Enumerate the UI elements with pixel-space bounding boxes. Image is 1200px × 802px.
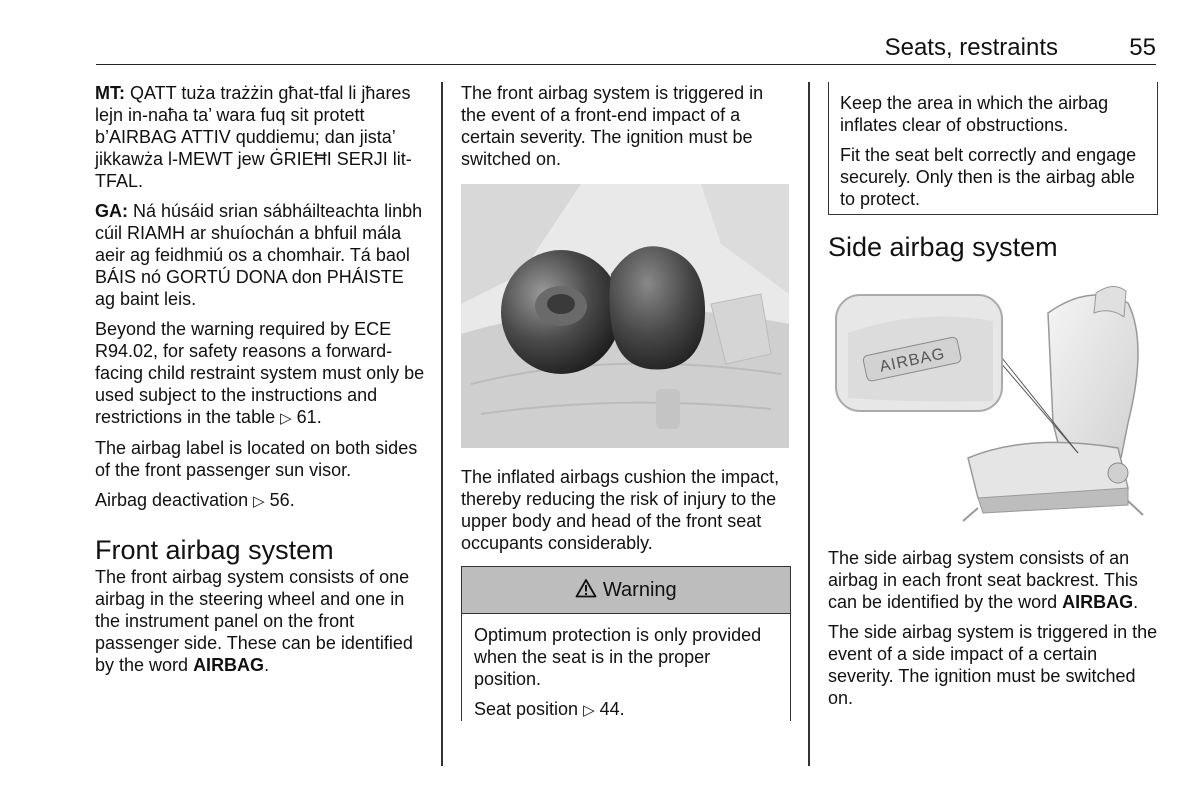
airbag-label: AIRBAG [878,345,947,376]
section-title: Seats, restraints [884,34,1058,61]
seat-image [828,273,1158,533]
paragraph-ece-warning: Beyond the warning required by ECE R94.02, for safety reasons a forward-facing child restraint system must only be used subject to the instructions and restrictions in the table ▷ 61. [95,319,425,427]
triangle-right-icon: ▷ [280,409,292,427]
warning-triangle-icon [575,579,603,601]
page-number: 55 [1129,34,1156,61]
column-left [95,82,425,684]
paragraph-label-location: The airbag label is located on both sides of the front passenger sun visor. [95,438,418,480]
paragraph-deactivation: Airbag deactivation ▷ 56. [95,490,295,510]
warning-title: Warning [602,579,677,601]
paragraph-side-airbag: The side airbag system consists of an airbag in each front seat backrest. This can be identified by the word AIRBAG. [828,548,1139,612]
paragraph-side-trigger: The side airbag system is triggered in the event of a side impact of a certain severity. The ignition must be switched on. [828,622,1158,708]
side-airbag-illustration [828,273,1158,533]
page-reference[interactable]: 56 [269,490,290,510]
warning-header [462,567,790,614]
language-label: GA: [95,201,128,221]
paragraph-maltese: MT: QATT tuża trażżin għat-tfal li jħares lejn in-naħa ta’ wara fuq sit protett b’AIRBAG ATTIV quddiemu; dan jista’ jikkawża l-MEWT jew ĠRIEĦI SERJI lit-TFAL. [95,83,412,191]
note-text: Keep the area in which the airbag inflates clear of obstructions. [840,93,1109,135]
column-divider [808,82,810,766]
triangle-right-icon: ▷ [583,701,595,719]
page-reference[interactable]: 61 [296,407,317,427]
paragraph-front-airbag: The front airbag system consists of one airbag in the steering wheel and one in the instrument panel on the front passenger side. These can be identified by the word AIRBAG. [95,567,413,675]
note-text: Fit the seat belt correctly and engage securely. Only then is the airbag able to protect. [840,145,1137,209]
page-header [96,28,1156,65]
heading-side-airbag: Side airbag system [828,232,1058,262]
front-airbags-illustration [461,184,789,448]
note-box [828,82,1158,215]
warning-text: Optimum protection is only provided when the seat is in the proper position. [474,625,762,689]
paragraph-front-trigger: The front airbag system is triggered in the event of a front-end impact of a certain severity. The ignition must be switched on. [461,83,764,169]
warning-seat-position: Seat position ▷ 44. [474,699,625,719]
triangle-right-icon: ▷ [253,492,265,510]
column-middle [461,82,791,729]
warning-body [462,614,790,721]
paragraph-inflated-airbags: The inflated airbags cushion the impact, thereby reducing the risk of injury to the upper body and head of the front seat occupants considerably. [461,467,780,553]
front-airbags-image [461,184,789,448]
column-divider [441,82,443,766]
page-reference[interactable]: 44 [599,699,620,719]
warning-box [461,566,791,721]
column-right [828,82,1158,717]
language-label: MT: [95,83,125,103]
paragraph-irish: GA: Ná húsáid srian sábháilteachta linbh cúil RIAMH ar shuíochán a bhfuil mála aeir ag feidhmiú os a chomhair. Tá baol BÁIS nó GORTÚ DONA don PHÁISTE ag baint leis. [95,201,423,309]
heading-front-airbag: Front airbag system [95,535,334,565]
